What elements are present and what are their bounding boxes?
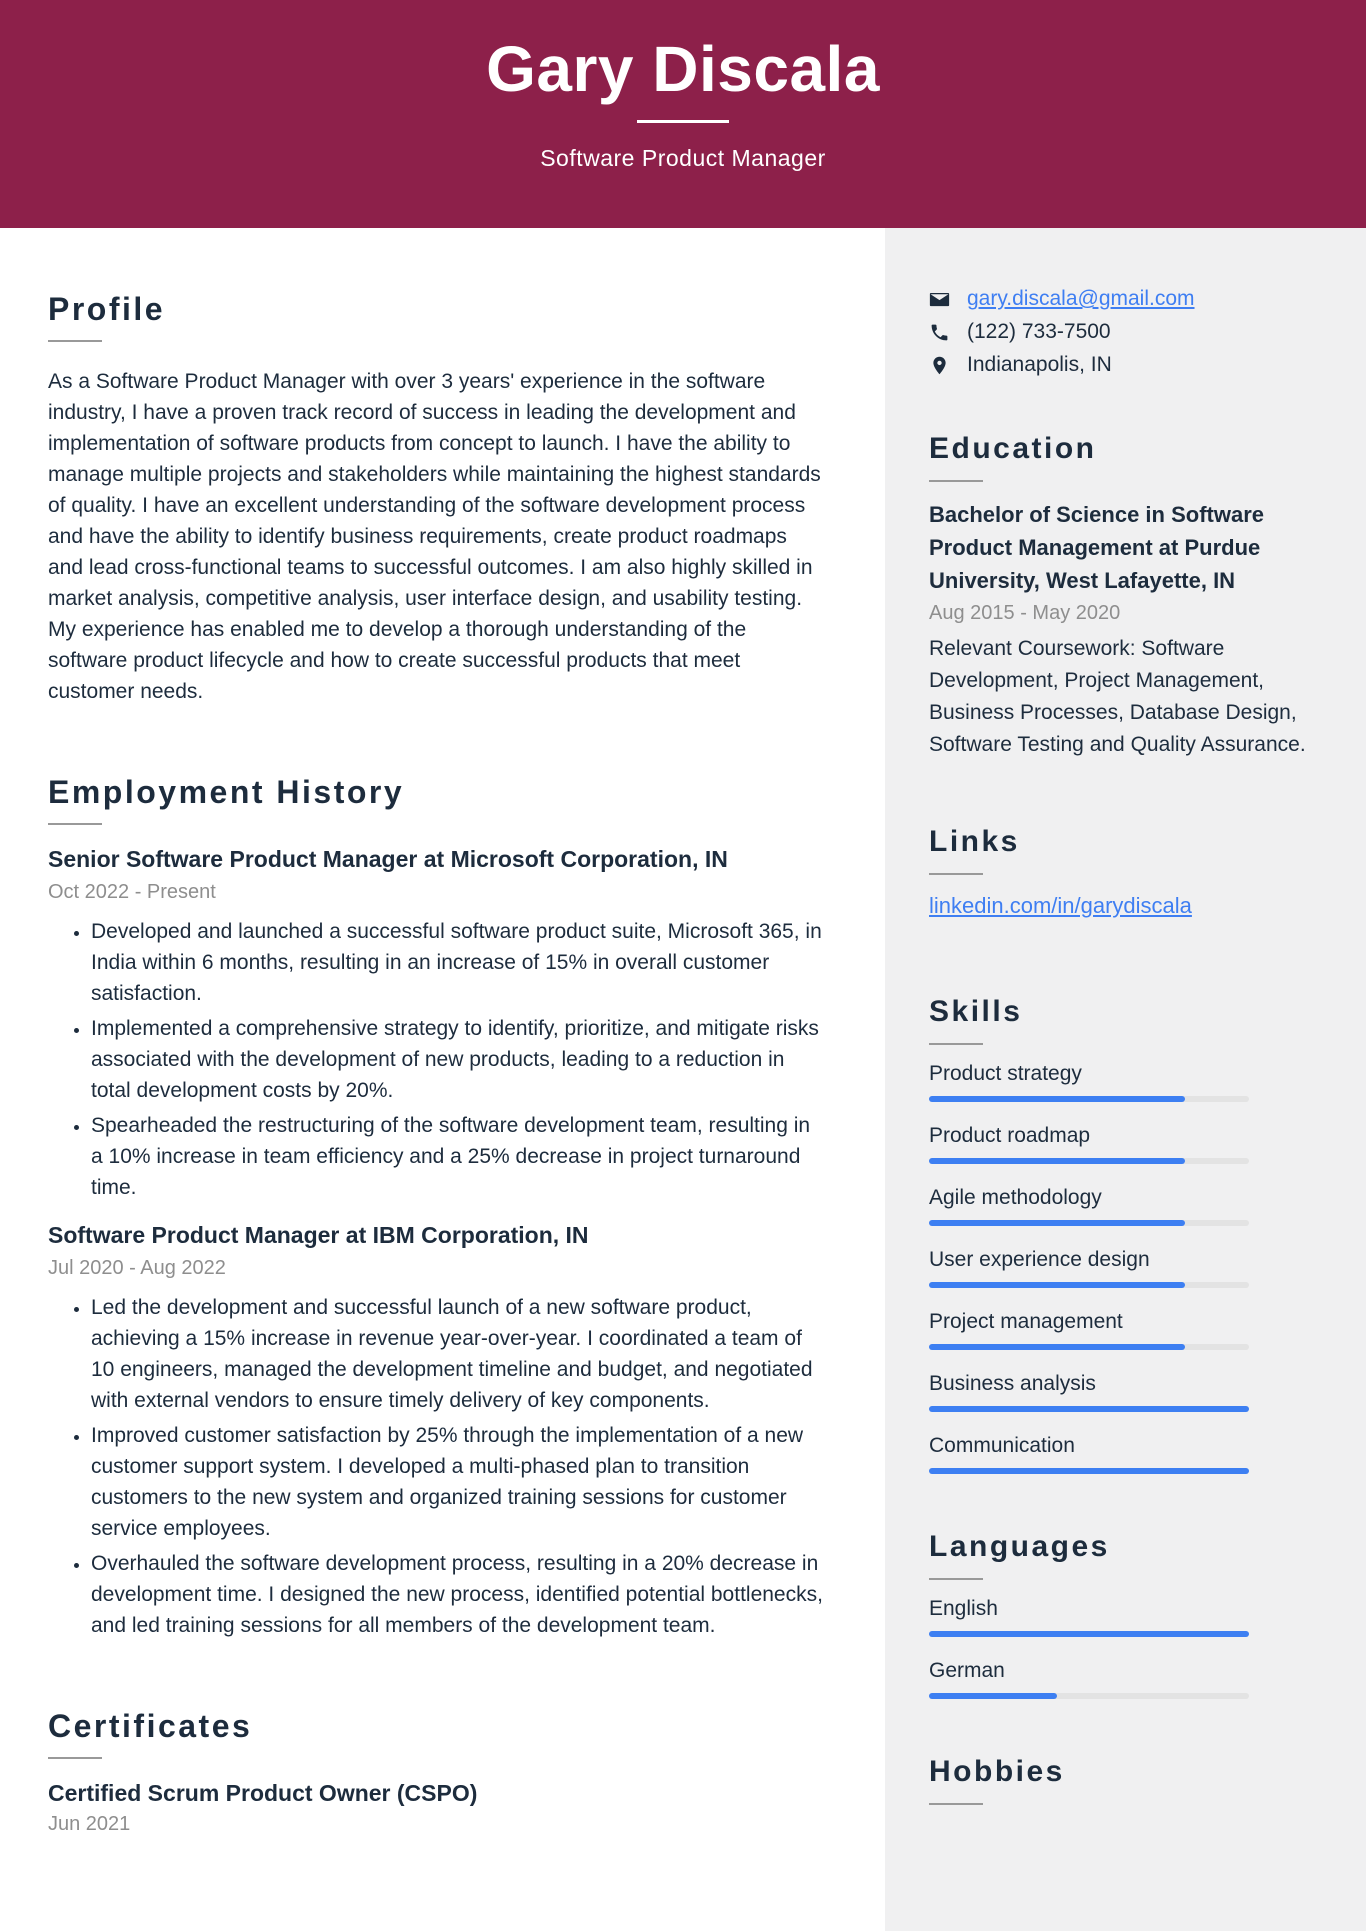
contact-email-row bbox=[929, 288, 1322, 310]
name-divider bbox=[637, 120, 729, 123]
language-progress-fill bbox=[929, 1631, 1249, 1637]
profile-section bbox=[48, 290, 823, 707]
section-divider bbox=[929, 480, 983, 482]
job-bullet: • Spearheaded the restructuring of the software development team, resulting in a 10% increase in team efficiency and a 25% decrease in project turnaround time. bbox=[91, 1110, 823, 1203]
education-dates: Aug 2015 - May 2020 bbox=[929, 602, 1121, 624]
skill-item bbox=[929, 1373, 1322, 1412]
skill-progress-track bbox=[929, 1282, 1249, 1288]
section-divider bbox=[929, 1803, 983, 1805]
skill-label: Project management bbox=[929, 1310, 1123, 1333]
section-divider bbox=[48, 340, 102, 342]
education-description: Relevant Coursework: Software Development, Project Management, Business Processes, Database Design, Software Testing and Quality Assurance. bbox=[929, 637, 1306, 756]
certificates-heading: Certificates bbox=[48, 1708, 253, 1744]
phone-number: (122) 733-7500 bbox=[967, 320, 1111, 343]
candidate-name: Gary Discala bbox=[486, 33, 880, 105]
skill-label: Business analysis bbox=[929, 1372, 1096, 1395]
languages-heading: Languages bbox=[929, 1530, 1110, 1563]
certificate-date: Jun 2021 bbox=[48, 1813, 131, 1835]
skill-progress-fill bbox=[929, 1468, 1249, 1474]
skill-progress-fill bbox=[929, 1406, 1249, 1412]
section-divider bbox=[48, 1757, 102, 1759]
location-pin-icon bbox=[929, 355, 950, 376]
candidate-job-title: Software Product Manager bbox=[540, 145, 826, 171]
hobbies-section bbox=[929, 1755, 1322, 1805]
language-item bbox=[929, 1598, 1322, 1637]
skill-progress-fill bbox=[929, 1158, 1185, 1164]
section-divider bbox=[929, 873, 983, 875]
employment-heading: Employment History bbox=[48, 774, 405, 810]
skill-label: Communication bbox=[929, 1434, 1075, 1457]
profile-text: As a Software Product Manager with over 3 years' experience in the software industry, I have a proven track record of success in leading the development and implementation of software products from concept to launch. I have the ability to manage multiple projects and stakeholders while maintaining the highest standards of quality. I have an excellent understanding of the software development process and have the ability to identify business requirements, create product roadmaps and lead cross-functional teams to successful outcomes. I am also highly skilled in market analysis, competitive analysis, user interface design, and usability testing. My experience has enabled me to develop a thorough understanding of the software product lifecycle and how to create successful products that meet customer needs. bbox=[48, 370, 821, 703]
language-label: German bbox=[929, 1659, 1005, 1682]
language-label: English bbox=[929, 1597, 998, 1620]
skill-progress-fill bbox=[929, 1096, 1185, 1102]
contact-phone-row bbox=[929, 321, 1322, 343]
job-dates: Jul 2020 - Aug 2022 bbox=[48, 1257, 226, 1279]
job-dates: Oct 2022 - Present bbox=[48, 881, 216, 903]
sidebar bbox=[885, 228, 1366, 1931]
page-body bbox=[0, 228, 1366, 1931]
skill-progress-fill bbox=[929, 1282, 1185, 1288]
skill-item bbox=[929, 1063, 1322, 1102]
language-item bbox=[929, 1660, 1322, 1699]
linkedin-link[interactable]: linkedin.com/in/garydiscala bbox=[929, 893, 1192, 918]
job-bullet-list bbox=[48, 1292, 823, 1641]
skill-progress-track bbox=[929, 1406, 1249, 1412]
skills-heading: Skills bbox=[929, 995, 1023, 1028]
skill-label: Product roadmap bbox=[929, 1124, 1091, 1147]
degree-title: Bachelor of Science in Software Product Management at Purdue University, West Lafayette, IN bbox=[929, 502, 1264, 593]
skill-progress-track bbox=[929, 1220, 1249, 1226]
skills-list bbox=[929, 1063, 1322, 1474]
skill-item bbox=[929, 1125, 1322, 1164]
job-bullet: • Developed and launched a successful software product suite, Microsoft 365, in India within 6 months, resulting in an increase of 15% in overall customer satisfaction. bbox=[91, 916, 823, 1009]
skill-label: Product strategy bbox=[929, 1062, 1082, 1085]
languages-section bbox=[929, 1530, 1322, 1699]
language-progress-track bbox=[929, 1631, 1249, 1637]
contact-location-row bbox=[929, 354, 1322, 376]
job-bullet: • Implemented a comprehensive strategy to identify, prioritize, and mitigate risks associated with the development of new products, leading to a reduction in total development costs by 20%. bbox=[91, 1013, 823, 1106]
location-text: Indianapolis, IN bbox=[967, 353, 1112, 376]
skill-progress-track bbox=[929, 1468, 1249, 1474]
links-heading: Links bbox=[929, 825, 1020, 858]
certificate-entry bbox=[48, 1779, 823, 1836]
certificates-section bbox=[48, 1707, 823, 1836]
skill-progress-track bbox=[929, 1096, 1249, 1102]
job-entry bbox=[48, 845, 823, 1203]
section-divider bbox=[929, 1043, 983, 1045]
certificate-title: Certified Scrum Product Owner (CSPO) bbox=[48, 1780, 478, 1806]
job-bullet: • Improved customer satisfaction by 25% through the implementation of a new customer support system. I developed a multi-phased plan to transition customers to the new system and organized training sessions for customer service employees. bbox=[91, 1420, 823, 1544]
languages-list bbox=[929, 1598, 1322, 1699]
skill-item bbox=[929, 1249, 1322, 1288]
language-progress-fill bbox=[929, 1693, 1057, 1699]
envelope-icon bbox=[929, 289, 950, 310]
skill-item bbox=[929, 1187, 1322, 1226]
section-divider bbox=[929, 1578, 983, 1580]
job-title: Senior Software Product Manager at Microsoft Corporation, IN bbox=[48, 846, 728, 872]
section-divider bbox=[48, 823, 102, 825]
education-heading: Education bbox=[929, 432, 1097, 465]
profile-heading: Profile bbox=[48, 291, 166, 327]
job-bullet: • Overhauled the software development process, resulting in a 20% decrease in development time. I designed the new process, identified potential bottlenecks, and led training sessions for all members of the development team. bbox=[91, 1548, 823, 1641]
education-section bbox=[929, 432, 1322, 761]
skill-progress-fill bbox=[929, 1344, 1185, 1350]
contact-block bbox=[929, 288, 1322, 376]
hobbies-heading: Hobbies bbox=[929, 1755, 1065, 1788]
email-link[interactable]: gary.discala@gmail.com bbox=[967, 287, 1195, 310]
skill-item bbox=[929, 1435, 1322, 1474]
employment-section bbox=[48, 773, 823, 1641]
skill-progress-track bbox=[929, 1344, 1249, 1350]
skills-section bbox=[929, 995, 1322, 1474]
language-progress-track bbox=[929, 1693, 1249, 1699]
skill-progress-track bbox=[929, 1158, 1249, 1164]
main-column bbox=[0, 228, 885, 1931]
header-band bbox=[0, 0, 1366, 228]
job-entry bbox=[48, 1221, 823, 1641]
skill-progress-fill bbox=[929, 1220, 1185, 1226]
job-bullet-list bbox=[48, 916, 823, 1203]
skill-label: Agile methodology bbox=[929, 1186, 1102, 1209]
skill-item bbox=[929, 1311, 1322, 1350]
links-section bbox=[929, 825, 1322, 919]
job-title: Software Product Manager at IBM Corporation, IN bbox=[48, 1222, 589, 1248]
job-bullet: • Led the development and successful launch of a new software product, achieving a 15% increase in revenue year-over-year. I coordinated a team of 10 engineers, managed the development timeline and budget, and negotiated with external vendors to ensure timely delivery of key components. bbox=[91, 1292, 823, 1416]
skill-label: User experience design bbox=[929, 1248, 1150, 1271]
phone-icon bbox=[929, 322, 950, 343]
